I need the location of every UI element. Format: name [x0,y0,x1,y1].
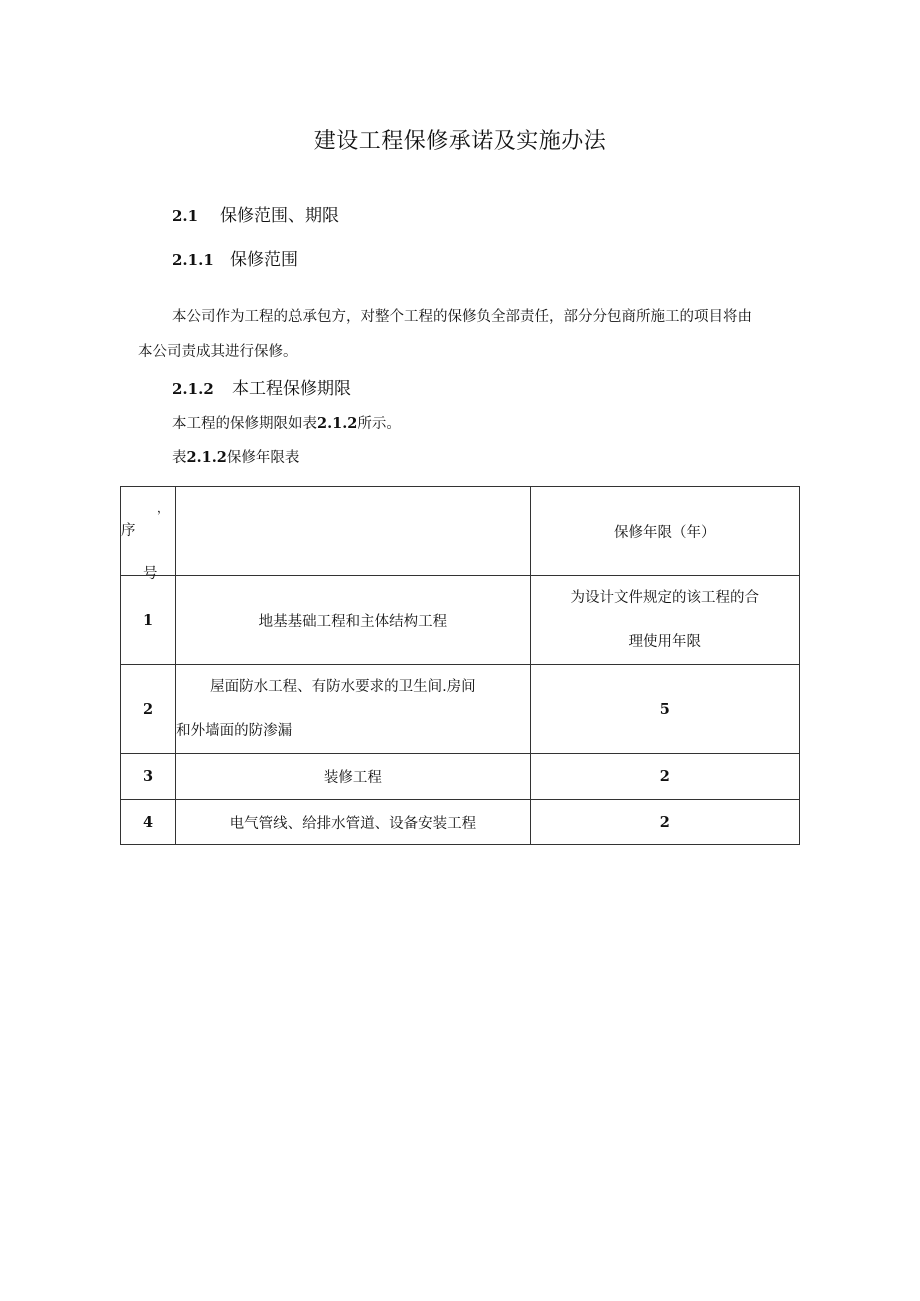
table-row [121,800,800,845]
row-period-line-1: 为设计文件规定的该工程的合 [570,590,760,606]
header-seq-label: 序 [121,523,136,539]
table-caption [172,446,299,467]
scope-paragraph-line-1: 本公司作为工程的总承包方，对整个工程的保修负全部责任，部分分包商所施工的项目将由 [172,309,752,325]
table-header-row [121,487,800,576]
row-period: 2 [530,754,799,800]
row-item [176,665,531,754]
row-period-line-2: 理使用年限 [628,634,702,650]
row-seq: 4 [121,800,176,845]
row-item: 装修工程 [176,754,531,800]
page-title: 建设工程保修承诺及实施办法 [313,129,607,154]
header-period-cell: 保修年限（年） [530,487,799,576]
section-number: 2.1 [172,207,199,225]
row-seq: 2 [121,665,176,754]
row-seq: 1 [121,576,176,665]
row-seq: 3 [121,754,176,800]
table-caption-ref: 2.1.2 [186,449,227,466]
row-period: 2 [530,800,799,845]
table-row [121,576,800,665]
header-seq-cell [121,487,176,582]
table-reference: 2.1.2 [317,415,358,432]
period-paragraph-prefix: 本工程的保修期限如表 [172,416,317,432]
section-number: 2.1.1 [172,251,214,269]
table-row [121,754,800,800]
section-number: 2.1.2 [172,380,214,398]
section-heading-2-1 [172,201,339,226]
row-period [530,576,799,665]
section-heading-2-1-2 [172,374,351,399]
section-title: 保修范围、期限 [220,206,339,226]
warranty-period-table [120,486,800,845]
period-paragraph [172,412,401,433]
header-seq-label-cut: 号 [143,566,158,582]
period-paragraph-suffix: 所示。 [357,416,401,432]
table-caption-suffix: 保修年限表 [226,450,300,466]
section-heading-2-1-1 [172,245,298,270]
scope-paragraph-line-2: 本公司责成其进行保修。 [138,344,298,360]
row-item: 地基基础工程和主体结构工程 [176,576,531,665]
header-seq-mark: ， [157,501,170,515]
row-item: 电气管线、给排水管道、设备安装工程 [176,800,531,845]
table-row [121,665,800,754]
section-title: 本工程保修期限 [232,379,351,399]
row-item-line-1: 屋面防水工程、有防水要求的卫生间.房间 [210,679,476,695]
table-caption-prefix: 表 [172,450,187,466]
section-title: 保修范围 [230,250,298,270]
row-period: 5 [530,665,799,754]
row-item-line-2: 和外墙面的防渗漏 [176,723,293,739]
header-item-cell [176,487,531,576]
